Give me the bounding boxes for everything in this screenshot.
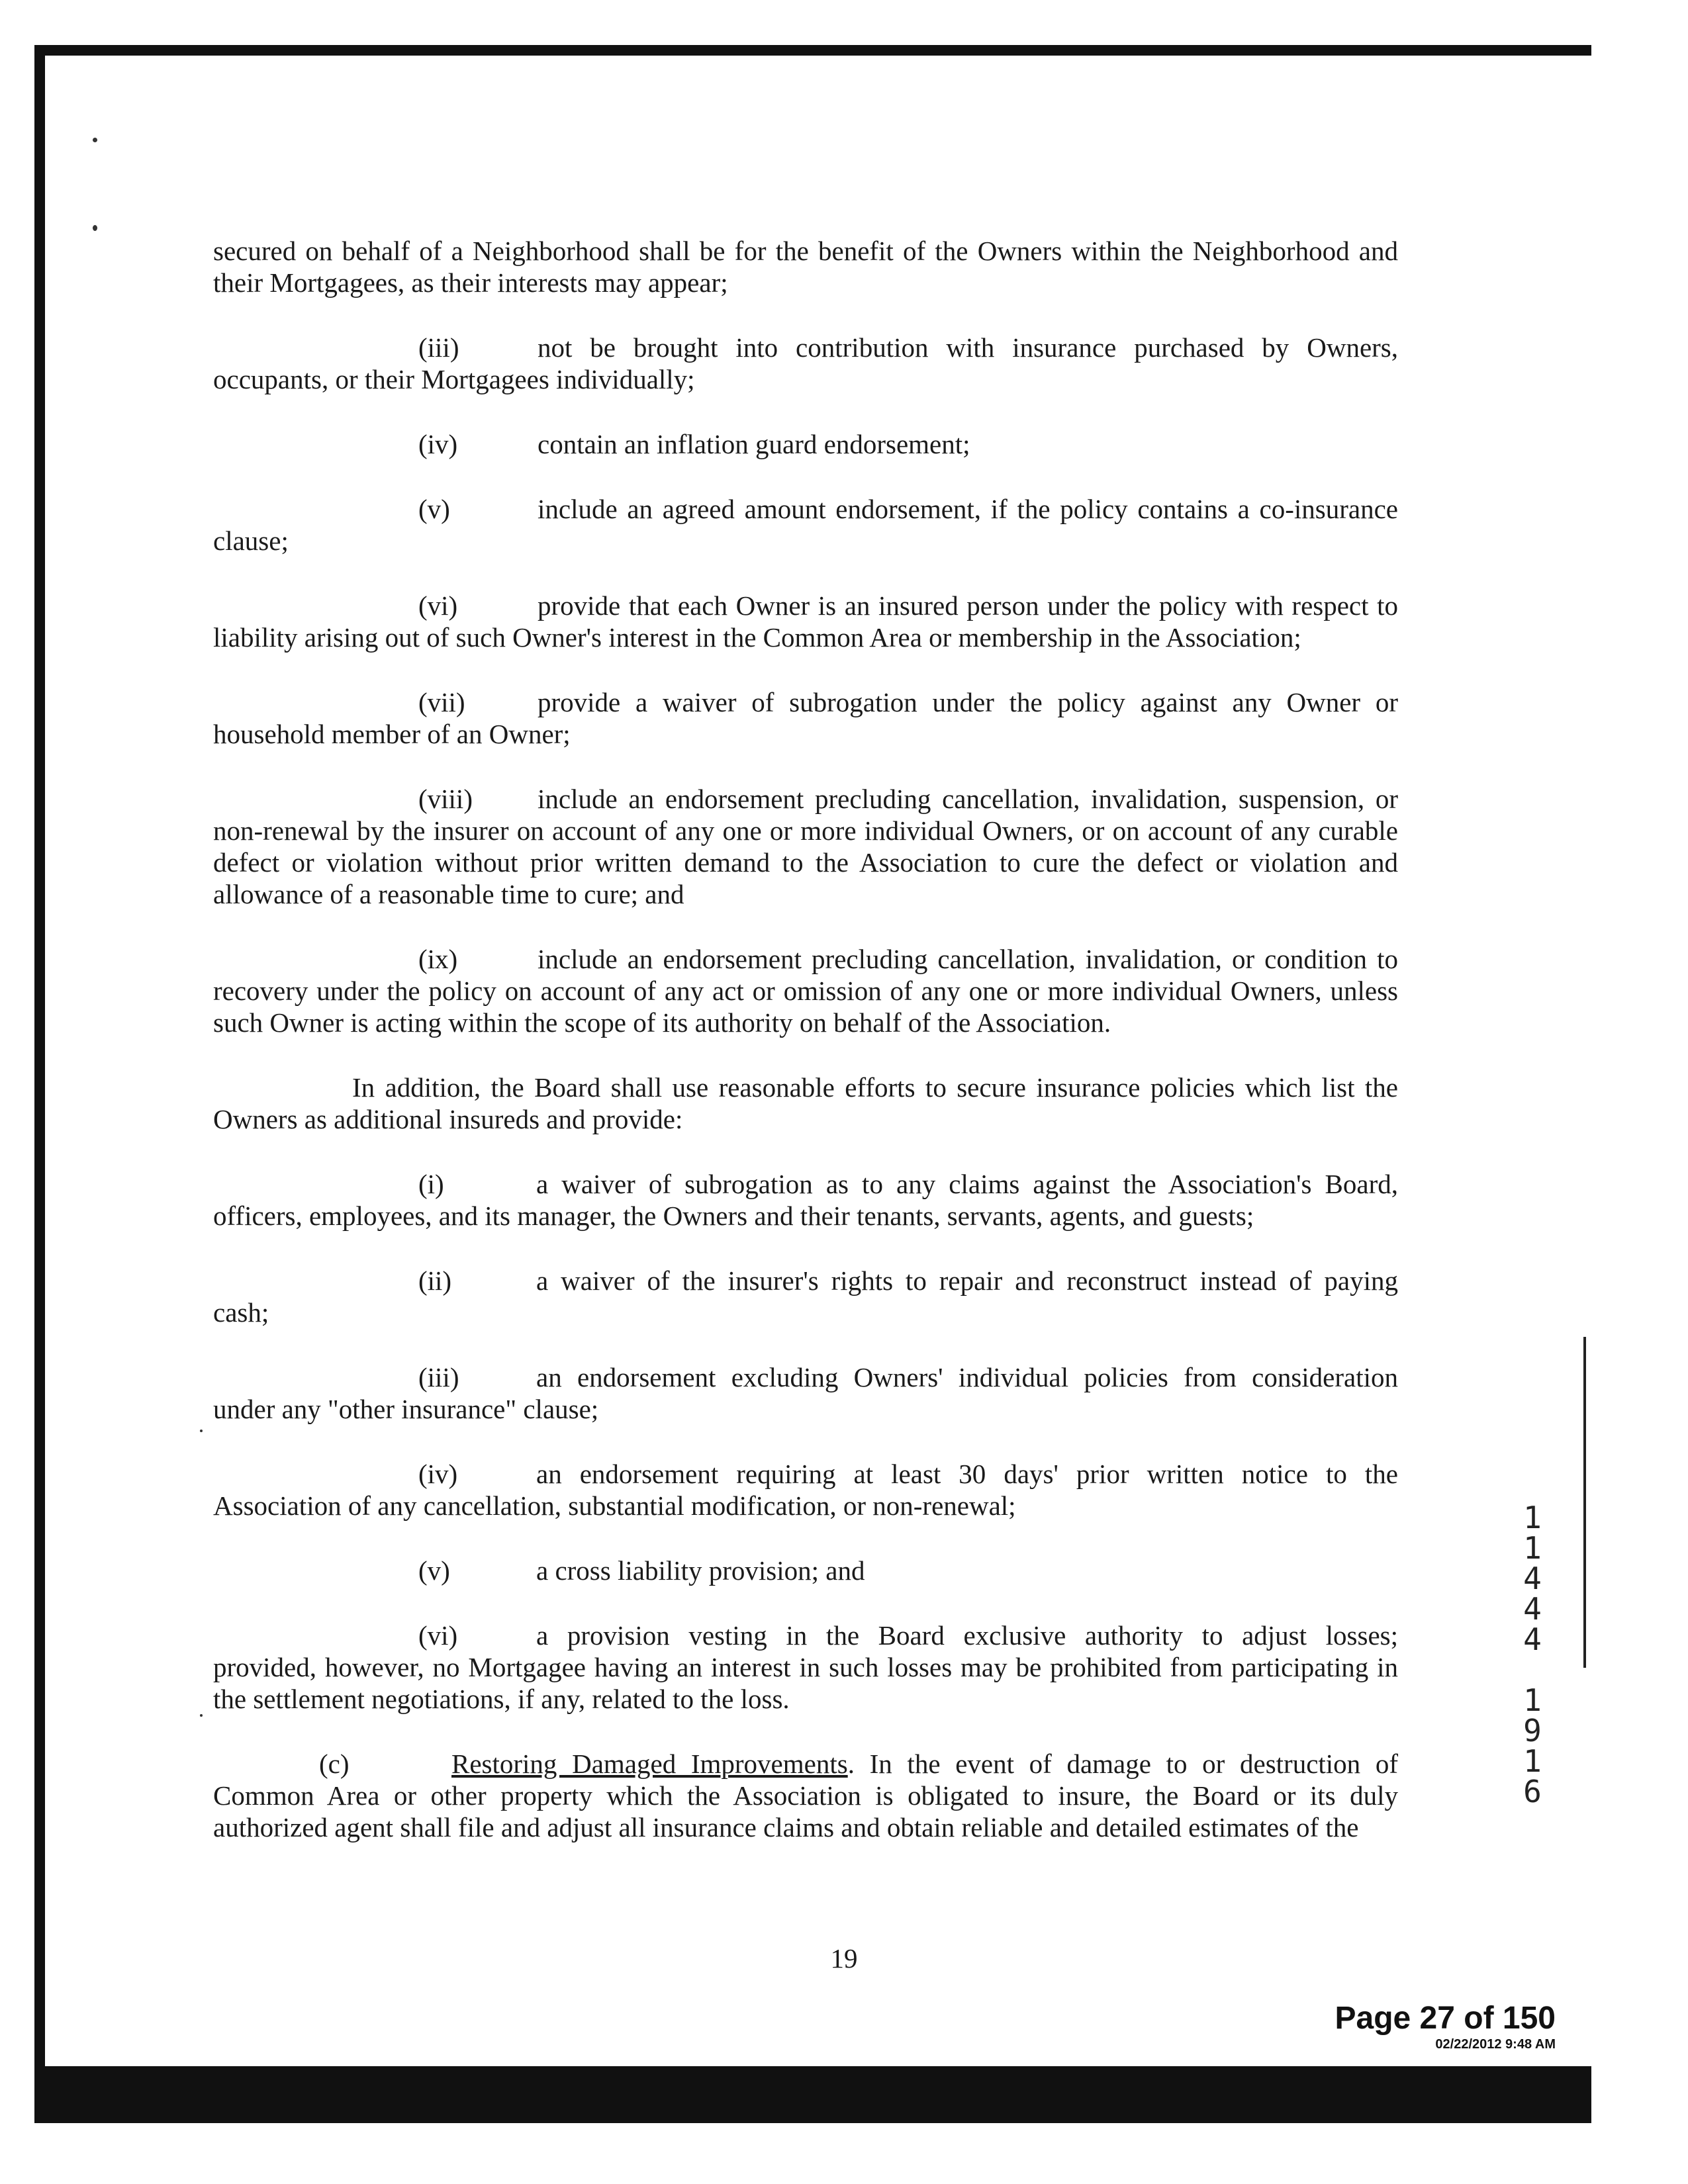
side-recording-stamp bbox=[1509, 1502, 1556, 1807]
item-continuation: non-renewal by the insurer on account of any one or more individual Owners, or on account of any curable defect or violation without prior written demand to the Association to cure the defect or violation and allowance of a reasonable time to cure; and bbox=[213, 815, 1398, 909]
item-text: an endorsement requiring at least 30 days' prior written notice to the bbox=[536, 1459, 1398, 1489]
stamp-digit: 4 bbox=[1523, 1561, 1542, 1596]
list-item bbox=[213, 590, 1398, 653]
item-number: (vii) bbox=[418, 687, 465, 717]
scan-speck bbox=[200, 1430, 203, 1432]
section-text: . In the event of damage to or destruction of bbox=[847, 1749, 1398, 1779]
item-number: (i) bbox=[418, 1169, 444, 1199]
item-text: include an endorsement precluding cancellation, invalidation, suspension, or bbox=[538, 784, 1398, 814]
list-item bbox=[213, 332, 1398, 395]
stamp-digit: 4 bbox=[1523, 1621, 1542, 1657]
list-item bbox=[213, 686, 1398, 750]
item-text: a cross liability provision; and bbox=[536, 1555, 865, 1586]
stamp-digit: 4 bbox=[1523, 1591, 1542, 1627]
item-number: (v) bbox=[418, 494, 450, 524]
item-continuation: cash; bbox=[213, 1297, 269, 1328]
stamp-digit: 6 bbox=[1523, 1774, 1542, 1809]
list-item bbox=[213, 1619, 1398, 1715]
additional-insureds-list bbox=[213, 1168, 1398, 1715]
item-text: provide a waiver of subrogation under the policy against any Owner or bbox=[538, 687, 1398, 717]
item-text: provide that each Owner is an insured person under the policy with respect to bbox=[538, 590, 1398, 621]
item-continuation: occupants, or their Mortgagees individually; bbox=[213, 364, 695, 394]
scan-border-right-mark bbox=[1583, 1337, 1586, 1668]
item-continuation: under any "other insurance" clause; bbox=[213, 1394, 599, 1424]
item-number: (vi) bbox=[418, 1620, 458, 1651]
stamp-digit: 1 bbox=[1523, 1743, 1542, 1779]
stamp-digit: 1 bbox=[1523, 1530, 1542, 1566]
scan-speck bbox=[93, 138, 97, 142]
item-continuation: clause; bbox=[213, 525, 289, 556]
section-number: (c) bbox=[319, 1749, 350, 1779]
stamp-digit: 1 bbox=[1523, 1500, 1542, 1535]
item-number: (vi) bbox=[418, 590, 458, 621]
item-number: (iv) bbox=[418, 1459, 458, 1489]
list-item bbox=[213, 1361, 1398, 1425]
stamp-digit: 9 bbox=[1523, 1713, 1542, 1749]
list-item bbox=[213, 943, 1398, 1038]
section-continuation: Common Area or other property which the Association is obligated to insure, the Board or its duly authorized agent shall file and adjust all insurance claims and obtain reliable and detailed estimates of the bbox=[213, 1780, 1398, 1843]
page-number: 19 bbox=[830, 1943, 858, 1974]
item-text: a provision vesting in the Board exclusive authority to adjust losses; bbox=[536, 1620, 1398, 1651]
restoring-section bbox=[213, 1748, 1398, 1843]
scan-border-left bbox=[34, 45, 45, 2123]
opening-paragraph: secured on behalf of a Neighborhood shall be for the benefit of the Owners within the Neighborhood and their Mortgagees, as their interests may appear; bbox=[213, 236, 1398, 298]
item-number: (iv) bbox=[418, 429, 458, 459]
section-heading: Restoring Damaged Improvements bbox=[451, 1749, 848, 1779]
item-continuation: Association of any cancellation, substantial modification, or non-renewal; bbox=[213, 1490, 1016, 1521]
item-text: a waiver of subrogation as to any claims against the Association's Board, bbox=[536, 1169, 1398, 1199]
scan-border-bottom bbox=[34, 2066, 1591, 2123]
item-continuation: liability arising out of such Owner's interest in the Common Area or membership in the Association; bbox=[213, 622, 1301, 653]
item-text: an endorsement excluding Owners' individual policies from consideration bbox=[536, 1362, 1398, 1392]
insurance-provisions-list bbox=[213, 332, 1398, 1038]
scan-border-top bbox=[34, 45, 1591, 56]
item-number: (iii) bbox=[418, 332, 459, 363]
list-item bbox=[213, 1458, 1398, 1522]
list-item bbox=[213, 1168, 1398, 1232]
item-continuation: officers, employees, and its manager, the Owners and their tenants, servants, agents, and guests; bbox=[213, 1201, 1254, 1231]
item-text: not be brought into contribution with insurance purchased by Owners, bbox=[538, 332, 1398, 363]
item-number: (v) bbox=[418, 1555, 450, 1586]
item-number: (iii) bbox=[418, 1362, 459, 1392]
list-item bbox=[213, 493, 1398, 557]
list-item bbox=[213, 783, 1398, 910]
item-number: (viii) bbox=[418, 784, 473, 814]
item-text: a waiver of the insurer's rights to repair and reconstruct instead of paying bbox=[536, 1265, 1398, 1296]
scan-speck bbox=[93, 225, 97, 231]
item-number: (ix) bbox=[418, 944, 458, 974]
item-text: contain an inflation guard endorsement; bbox=[538, 429, 970, 459]
stamp-digit: 1 bbox=[1523, 1682, 1542, 1718]
list-item bbox=[213, 1555, 1398, 1586]
item-continuation: provided, however, no Mortgagee having an interest in such losses may be prohibited from participating in the settlement negotiations, if any, related to the loss. bbox=[213, 1652, 1398, 1714]
list-item bbox=[213, 428, 1398, 460]
item-text: include an endorsement precluding cancellation, invalidation, or condition to bbox=[538, 944, 1398, 974]
item-number: (ii) bbox=[418, 1265, 452, 1296]
item-text: include an agreed amount endorsement, if the policy contains a co-insurance bbox=[538, 494, 1398, 524]
list-item bbox=[213, 1265, 1398, 1328]
scan-speck bbox=[200, 1714, 203, 1717]
timestamp: 02/22/2012 9:48 AM bbox=[1435, 2037, 1556, 2052]
document-body bbox=[213, 235, 1398, 1876]
addition-paragraph: In addition, the Board shall use reasonable efforts to secure insurance policies which list the Owners as additional insureds and provide: bbox=[213, 1072, 1398, 1134]
item-continuation: recovery under the policy on account of any act or omission of any one or more individual Owners, unless such Owner is acting within the scope of its authority on behalf of the Association. bbox=[213, 976, 1398, 1038]
item-continuation: household member of an Owner; bbox=[213, 719, 571, 749]
page-counter: Page 27 of 150 bbox=[1335, 2001, 1556, 2036]
